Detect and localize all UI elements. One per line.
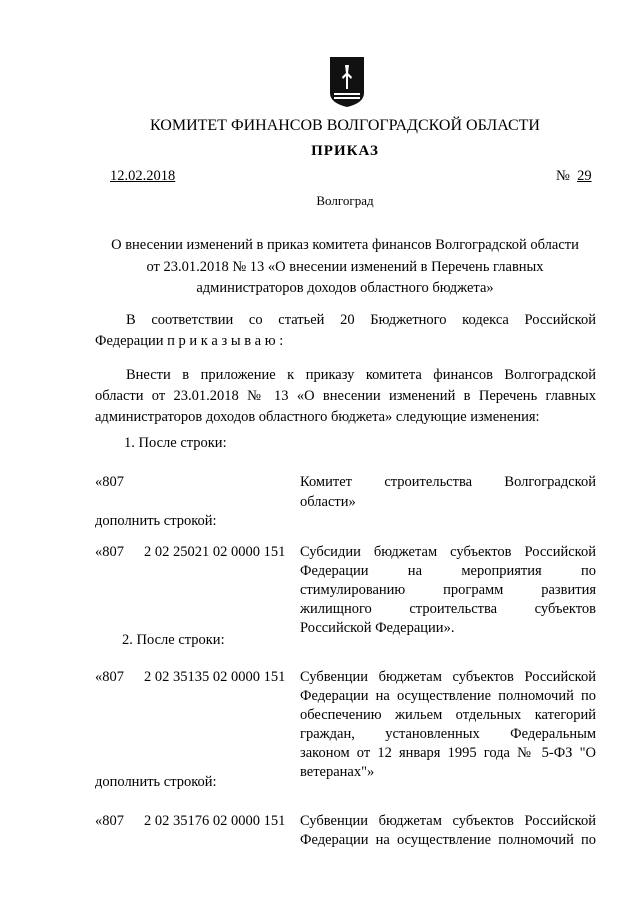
title-line: О внесении изменений в приказ комитета финансов Волгоградской области <box>111 237 579 253</box>
row-revenue-code: 2 02 35135 02 0000 151 <box>144 669 286 685</box>
row-description-line: ветеранах"» <box>300 764 375 780</box>
title-line: от 23.01.2018 № 13 «О внесении изменений в Перечень главных <box>146 259 544 275</box>
row-description-line: Федерации на осуществление полномочий по <box>300 832 596 848</box>
row-description-line: стимулированию программ развития <box>300 582 596 598</box>
row-description-line: законом от 12 января 1995 года № 5-ФЗ "О <box>300 745 596 761</box>
document-city: Волгоград <box>316 193 374 208</box>
row-admin-code: «807 <box>95 813 124 829</box>
row-description-line: обеспечению жильем отдельных категорий <box>300 707 596 723</box>
supplement-label: дополнить строкой: <box>95 513 217 529</box>
number-value: 29 <box>577 168 592 184</box>
order-line: Внести в приложение к приказу комитета финансов Волгоградской <box>126 367 596 383</box>
title-line: администраторов доходов областного бюджета» <box>196 280 494 296</box>
coat-of-arms-emblem <box>328 55 366 109</box>
row-admin-code: «807 <box>95 474 124 490</box>
item-label: 1. После строки: <box>124 435 227 451</box>
committee-name: КОМИТЕТ ФИНАНСОВ ВОЛГОГРАДСКОЙ ОБЛАСТИ <box>150 117 540 134</box>
supplement-label: дополнить строкой: <box>95 774 217 790</box>
row-description-line: Федерации на осуществление полномочий по <box>300 688 596 704</box>
row-description-line: Российской Федерации». <box>300 620 455 636</box>
intro-line: В соответствии со статьей 20 Бюджетного кодекса Российской <box>126 312 596 328</box>
row-description-line: Субвенции бюджетам субъектов Российской <box>300 813 596 829</box>
order-line: администраторов доходов областного бюджета» следующие изменения: <box>95 409 540 425</box>
row-revenue-code: 2 02 25021 02 0000 151 <box>144 544 286 560</box>
row-description-line: Комитет строительства Волгоградской <box>300 474 596 490</box>
row-description-line: граждан, установленных Федеральным <box>300 726 596 742</box>
row-description-line: области» <box>300 494 356 510</box>
row-description-line: Федерации на мероприятия по <box>300 563 596 579</box>
intro-line: Федерации п р и к а з ы в а ю : <box>95 333 284 349</box>
row-revenue-code: 2 02 35176 02 0000 151 <box>144 813 286 829</box>
row-description-line: Субвенции бюджетам субъектов Российской <box>300 669 596 685</box>
order-line: области от 23.01.2018 № 13 «О внесении изменений в Перечень главных <box>95 388 596 404</box>
document-number <box>556 166 592 186</box>
document-date: 12.02.2018 <box>110 168 176 184</box>
document-type: ПРИКАЗ <box>311 143 379 159</box>
row-description-line: жилищного строительства субъектов <box>300 601 596 617</box>
row-description-line: Субсидии бюджетам субъектов Российской <box>300 544 596 560</box>
row-admin-code: «807 <box>95 544 124 560</box>
item-label: 2. После строки: <box>122 632 225 648</box>
row-admin-code: «807 <box>95 669 124 685</box>
number-prefix: № <box>556 168 570 184</box>
